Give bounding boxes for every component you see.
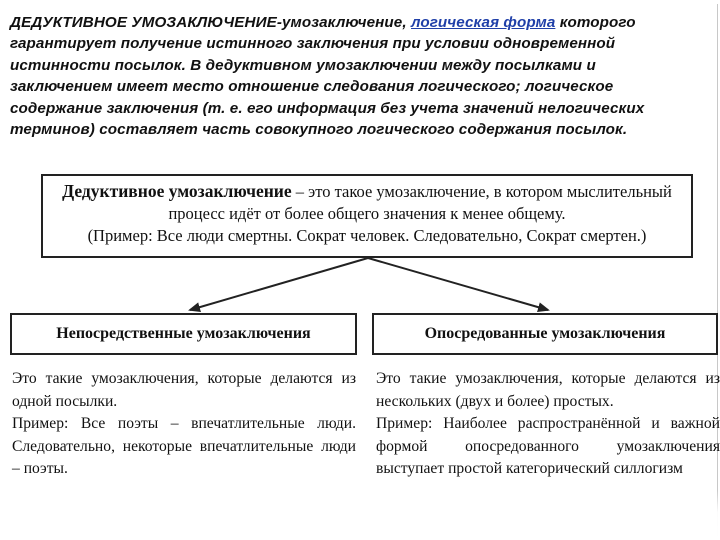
- mediated-inference-body: Это такие умозаключения, которые делаются из нескольких (двух и более) простых.: [376, 370, 720, 410]
- intro-term: ДЕДУКТИВНОЕ УМОЗАКЛЮЧЕНИЕ: [10, 14, 277, 31]
- arrow-left: [190, 258, 368, 310]
- bottom-fade: [0, 490, 720, 540]
- mediated-inference-example: Пример: Наиболее распространённой и важной формой опосредованного умозаключения выступает простой категорический силлогизм: [376, 415, 720, 477]
- definition-example: (Пример: Все люди смертны. Сократ человек. Следовательно, Сократ смертен.): [87, 226, 647, 245]
- immediate-inference-text: [12, 368, 356, 481]
- immediate-inference-example: Пример: Все поэты – впечатлительные люди. Следовательно, некоторые впечатлительные люди – поэты.: [12, 415, 356, 477]
- mediated-inference-text: [376, 368, 720, 481]
- definition-term: Дедуктивное умозаключение: [62, 181, 292, 201]
- intro-rest: которого гарантирует получение истинного заключения при условии одновременной истинности посылок. В дедуктивном умозаключении между посылками и заключением имеет место отношение следования логического; логическое содержание заключения (т. е. его информация без учета значений нелогических терминов) составляет часть совокупного логического содержания посылок.: [10, 14, 645, 139]
- mediated-inference-heading: Опосредованные умозаключения: [372, 313, 718, 355]
- immediate-inference-heading: Непосредственные умозаключения: [10, 313, 357, 355]
- logical-form-link[interactable]: логическая форма: [411, 14, 556, 31]
- intro-dash: -умозаключение,: [276, 14, 411, 31]
- definition-text: – это такое умозаключение, в котором мыслительный процесс идёт от более общего значения к менее общему.: [168, 182, 672, 223]
- arrow-right: [368, 258, 548, 310]
- immediate-inference-body: Это такие умозаключения, которые делаются из одной посылки.: [12, 370, 356, 410]
